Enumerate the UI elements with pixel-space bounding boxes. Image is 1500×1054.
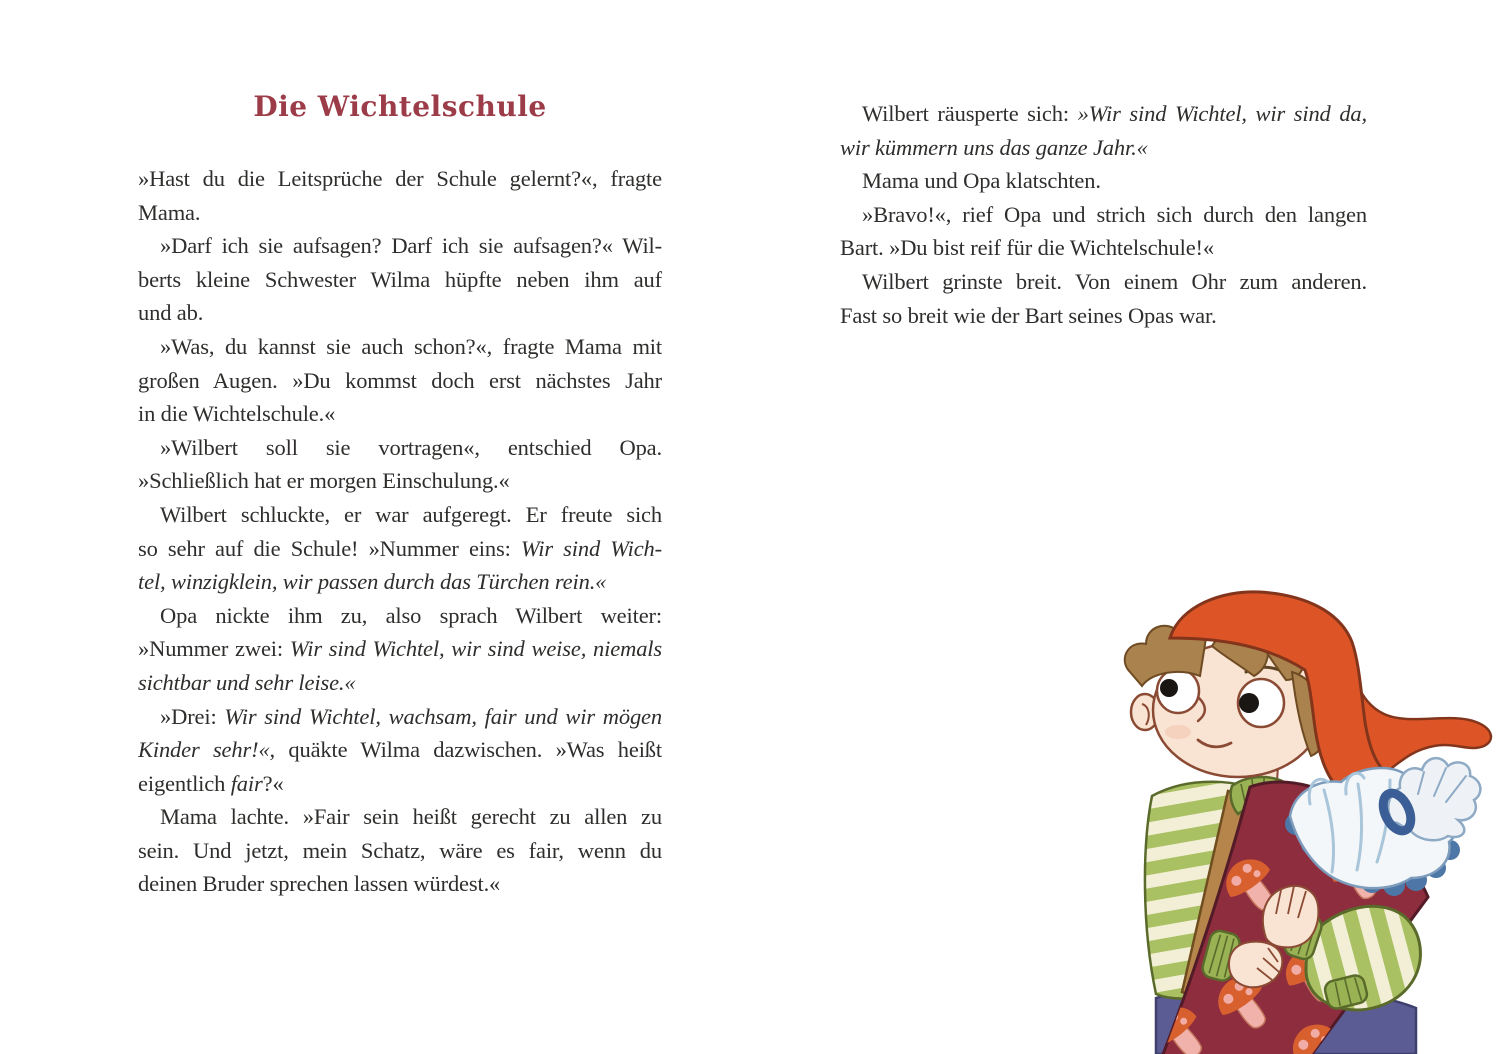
text-line: Mama und Opa klatschten.: [862, 168, 1101, 194]
text-line: Opa nickte ihm zu, also sprach Wilbert weiter:: [160, 602, 662, 628]
text-line: so sehr auf die Schule! »Nummer eins: Wir sind Wich-: [138, 535, 662, 561]
right-pupil: [1239, 693, 1259, 713]
text-line: Kinder sehr!«, quäkte Wilma dazwischen. »Was heißt: [138, 737, 662, 763]
left-pupil: [1160, 679, 1178, 697]
text-line: in die Wichtelschule.«: [138, 401, 336, 427]
text-line: »Darf ich sie aufsagen? Darf ich sie aufsagen?« Wil-: [160, 233, 662, 259]
text-line: »Drei: Wir sind Wichtel, wachsam, fair und wir mögen: [160, 703, 662, 729]
text-line: »Schließlich hat er morgen Einschulung.«: [138, 468, 510, 494]
text-line: berts kleine Schwester Wilma hüpfte neben ihm auf: [138, 266, 662, 292]
left-page: [138, 88, 662, 901]
text-line: Mama.: [138, 199, 201, 225]
text-line: »Bravo!«, rief Opa und strich sich durch den langen: [862, 201, 1367, 227]
text-line: »Wilbert soll sie vortragen«, entschied Opa.: [160, 434, 662, 460]
text-line: »Hast du die Leitsprüche der Schule gelernt?«, fragte: [138, 166, 662, 191]
text-line: Bart. »Du bist reif für die Wichtelschule!«: [840, 235, 1214, 261]
text-line: Fast so breit wie der Bart seines Opas war.: [840, 302, 1217, 328]
text-line: sein. Und jetzt, mein Schatz, wäre es fair, wenn du: [138, 837, 662, 863]
lower-hand: [1229, 942, 1282, 988]
text-line: tel, winzigklein, wir passen durch das Türchen rein.«: [138, 569, 607, 595]
text-line: deinen Bruder sprechen lassen würdest.«: [138, 871, 501, 897]
text-line: Wilbert grinste breit. Von einem Ohr zum anderen.: [862, 268, 1367, 294]
upper-hand: [1263, 886, 1318, 947]
text-line: »Was, du kannst sie auch schon?«, fragte Mama mit: [160, 333, 662, 359]
chapter-title: Die Wichtelschule: [253, 90, 547, 123]
text-line: wir kümmern uns das ganze Jahr.«: [840, 134, 1148, 160]
text-line: Wilbert schluckte, er war aufgeregt. Er freute sich: [160, 501, 662, 527]
text-line: sichtbar und sehr leise.«: [138, 669, 356, 695]
text-line: und ab.: [138, 300, 204, 326]
cheek-blush: [1165, 725, 1191, 739]
text-line: eigentlich fair?«: [138, 770, 284, 796]
right-page-text: [840, 97, 1367, 332]
text-line: Wilbert räusperte sich: »Wir sind Wichtel, wir sind da,: [862, 101, 1367, 126]
illustration-wichtel-child-with-school-cone: [1100, 580, 1500, 1054]
text-line: »Nummer zwei: Wir sind Wichtel, wir sind weise, niemals: [138, 636, 662, 662]
text-line: Mama lachte. »Fair sein heißt gerecht zu allen zu: [160, 804, 662, 830]
left-page-text: [138, 162, 662, 901]
right-page: [840, 97, 1367, 332]
text-line: großen Augen. »Du kommst doch erst nächstes Jahr: [138, 367, 662, 393]
